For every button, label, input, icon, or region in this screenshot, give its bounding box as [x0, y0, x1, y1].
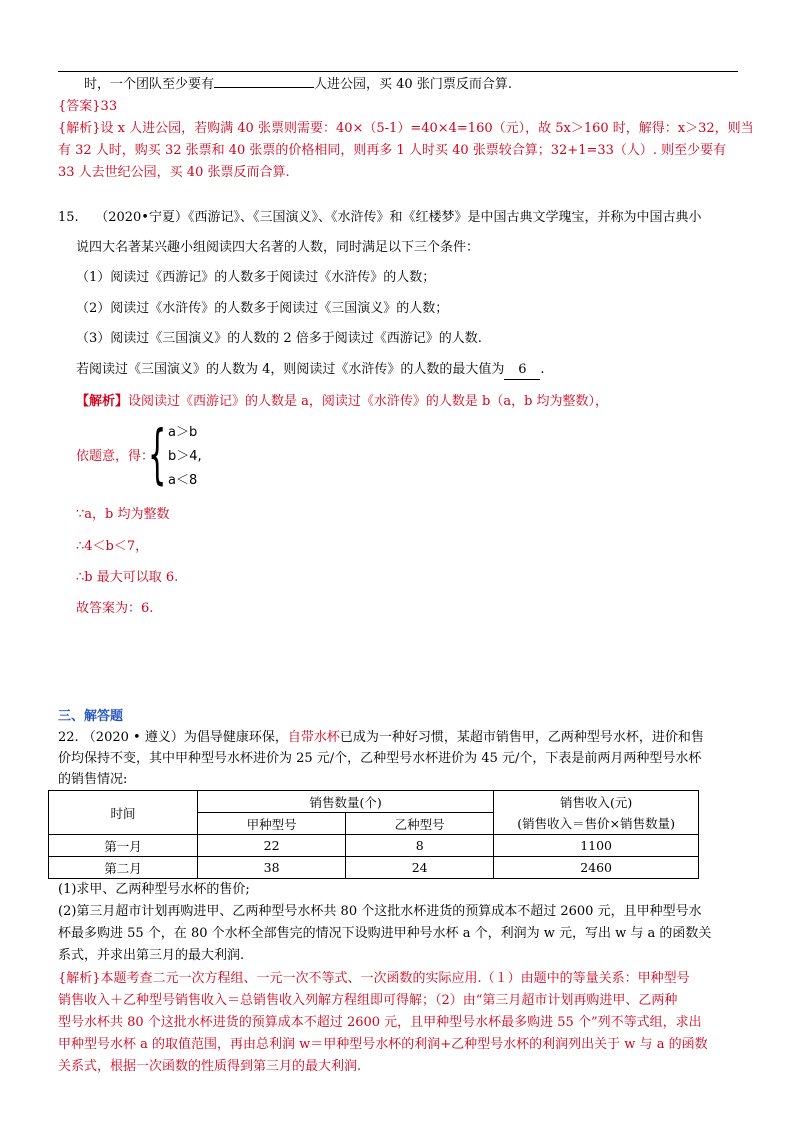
analysis-final: 故答案为：6.	[76, 601, 154, 616]
cell-time: 第二月	[49, 857, 198, 879]
header-revenue-title: 销售收入(元)	[559, 794, 633, 810]
q15-line1	[58, 205, 744, 231]
q22-part: (2)第三月超市计划再购进甲、乙两种型号水杯共 80 个这批水杯进货的预算成本不超过 2600 元，且甲种型号水	[58, 904, 702, 919]
q22-part: (1)求甲、乙两种型号水杯的售价;	[58, 882, 250, 897]
header-time: 时间	[49, 791, 198, 835]
system-line: a＞b	[168, 425, 198, 440]
analysis-intro-text: 设阅读过《西游记》的人数是 a，阅读过《水浒传》的人数是 b（a，b 均为整数），	[128, 394, 609, 409]
table-row	[49, 835, 699, 857]
header-quantity: 销售数量(个)	[198, 791, 494, 813]
q15-analysis-intro	[76, 389, 762, 415]
q22-analysis-line: 型号水杯共 80 个这批水杯进货的预算成本不超过 2600 元，且甲种型号水杯最多购进 55 个”列不等式组，求出	[58, 1015, 702, 1030]
q15-line2: 说四大名著某兴趣小组阅读四大名著的人数，同时满足以下三个条件：	[76, 240, 480, 255]
q15-question-end: .	[540, 362, 545, 377]
q15-condition: （1）阅读过《西游记》的人数多于阅读过《水浒传》的人数；	[76, 270, 436, 285]
q14-analysis-line: {解析}设 x 人进公园，若购满 40 张票则需要：40×（5-1）=40×4=160（元），故 5x＞160 时，解得：x＞32，则当	[58, 121, 754, 136]
analysis-step: ∴b 最大可以取 6.	[76, 570, 179, 585]
q15-question-text: 若阅读过《三国演义》的人数为 4，则阅读过《水浒传》的人数的最大值为	[76, 362, 505, 377]
q22-part: 杯最多购进 55 个，在 80 个水杯全部售完的情况下设购进甲种号水杯 a 个，利润为 w 元，写出 w 与 a 的函数关	[58, 926, 712, 941]
q14-analysis-line: 33 人去世纪公园，买 40 张票反而合算.	[58, 165, 290, 180]
table-row	[49, 857, 699, 879]
q22-analysis-line: 关系式，根据一次函数的性质得到第三月的最大利润.	[58, 1059, 362, 1074]
cell-a: 38	[198, 857, 346, 879]
analysis-lead: 依题意，得：	[76, 449, 155, 464]
q22-line: 价均保持不变，其中甲种型号水杯进价为 25 元/个，乙种型号水杯进价为 45 元/个，下表是前两月两种型号水杯	[58, 751, 702, 766]
header-type-b: 乙种型号	[346, 813, 494, 835]
header-revenue	[494, 791, 699, 835]
q15-text: （2020•宁夏）《西游记》、《三国演义》、《水浒传》和《红楼梦》是中国古典文学瑰宝，并称为中国古典小	[95, 210, 702, 225]
cell-time: 第一月	[49, 835, 198, 857]
analysis-tag: 【解析】	[76, 394, 129, 409]
header-revenue-note: (销售收入＝售价×销售数量)	[517, 815, 675, 831]
cell-revenue: 1100	[494, 835, 699, 857]
analysis-step: ∵a，b 均为整数	[76, 507, 170, 522]
q22-analysis-line: 甲种型号水杯 a 的取值范围，再由总利润 w＝甲种型号水杯的利润+乙种型号水杯的利润列出关于 w 与 a 的函数	[58, 1037, 708, 1052]
cell-b: 8	[346, 835, 494, 857]
q22-text-a: 22. （2020 • 遵义）为倡导健康环保，	[58, 730, 288, 745]
q22-part: 系式，并求出第三月的最大利润.	[58, 948, 245, 963]
q22-line: 的销售情况:	[58, 772, 128, 787]
cell-b: 24	[346, 857, 494, 879]
q22-analysis-line: {解析}本题考查二元一次方程组、一元一次不等式、一次函数的实际应用.（１）由题中的等量关系：甲种型号	[58, 971, 690, 986]
q14-answer: {答案}33	[58, 99, 118, 114]
q15-condition: （2）阅读过《水浒传》的人数多于阅读过《三国演义》的人数；	[76, 301, 449, 316]
q14-blank	[214, 87, 314, 88]
q15-answer-blank: 6	[504, 361, 540, 380]
analysis-step: ∴4＜b＜7，	[76, 539, 149, 554]
q22-analysis-line: 销售收入＋乙种型号销售收入＝总销售收入列解方程组即可得解；（2）由“第三月超市计划再购进甲、乙两种	[58, 993, 678, 1008]
equation-brace: {	[148, 418, 167, 492]
q15-condition: （3）阅读过《三国演义》的人数的 2 倍多于阅读过《西游记》的人数.	[76, 331, 482, 346]
q22-highlight: 自带水杯	[287, 730, 340, 745]
header-type-a: 甲种型号	[198, 813, 346, 835]
section-title: 三、解答题	[58, 709, 124, 724]
system-line: a＜8	[168, 473, 198, 488]
q15-question	[76, 357, 762, 383]
sales-table	[48, 790, 699, 879]
cell-a: 22	[198, 835, 346, 857]
q22-text-b: 已成为一种好习惯，某超市销售甲，乙两种型号水杯，进价和售	[339, 730, 704, 745]
system-line: b＞4,	[168, 449, 202, 464]
q14-tail-text-b: 人进公园，买 40 张门票反而合算.	[314, 77, 512, 92]
q14-analysis-line: 有 32 人时，购买 32 张票和 40 张票的价格相同，则再多 1 人时买 40 张票较合算；32+1=33（人）. 则至少要有	[58, 143, 727, 158]
q15-number: 15.	[58, 210, 79, 225]
cell-revenue: 2460	[494, 857, 699, 879]
q14-tail-text-a: 时，一个团队至少要有	[84, 77, 215, 92]
